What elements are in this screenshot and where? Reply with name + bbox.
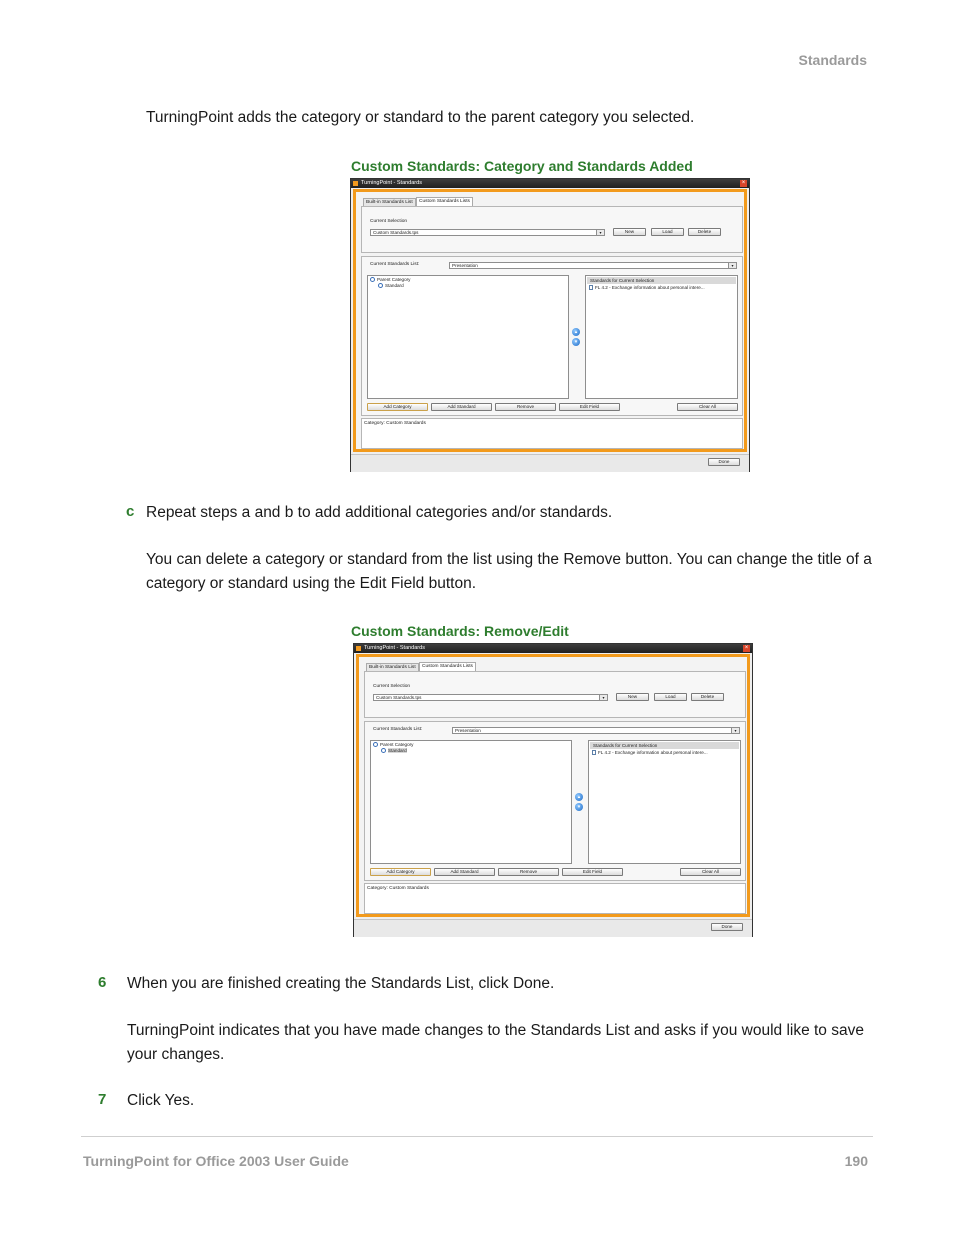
add-standard-button[interactable]: Add Standard	[434, 868, 495, 876]
move-up-icon[interactable]: ▴	[572, 328, 580, 336]
category-tree[interactable]	[370, 740, 572, 864]
move-down-icon[interactable]: ▾	[575, 803, 583, 811]
tree-item-label: Parent Category	[377, 277, 411, 282]
tab-custom-standards[interactable]: Custom Standards Lists	[416, 197, 473, 206]
dialog-title: TurningPoint - Standards	[361, 180, 422, 186]
standards-for-selection-list[interactable]	[585, 275, 738, 399]
current-selection-panel	[361, 206, 743, 253]
standard-icon	[381, 748, 386, 753]
list-item-label: FL 4.2 - Exchange information about personal intere...	[595, 285, 705, 290]
tab-builtin-standards[interactable]: Built-in Standards List	[363, 198, 416, 206]
list-item[interactable]	[589, 285, 705, 291]
standard-icon	[378, 283, 383, 288]
step-number-6: 6	[98, 974, 107, 991]
figure-caption-2: Custom Standards: Remove/Edit	[351, 623, 569, 639]
category-status-text: Category: Custom Standards	[364, 421, 426, 426]
document-icon	[589, 285, 593, 290]
list-item[interactable]	[592, 750, 708, 756]
category-tree[interactable]	[367, 275, 569, 399]
done-button[interactable]: Done	[711, 923, 743, 931]
running-header-section: Standards	[798, 52, 867, 68]
tree-item-standard[interactable]	[378, 283, 404, 289]
close-icon[interactable]: ×	[741, 180, 746, 186]
category-status-panel	[361, 418, 743, 449]
current-selection-label: Current Selection	[370, 219, 408, 224]
current-list-combo[interactable]	[449, 262, 737, 269]
new-button[interactable]: New	[616, 693, 649, 701]
delete-button[interactable]: Delete	[691, 693, 724, 701]
current-list-combo[interactable]	[452, 727, 740, 734]
footer-divider	[81, 1136, 873, 1137]
current-list-label: Current Standards List:	[370, 262, 420, 267]
footer-page-number: 190	[844, 1153, 868, 1169]
standards-list-panel	[361, 256, 743, 416]
app-logo-icon	[353, 181, 358, 186]
done-button[interactable]: Done	[708, 458, 740, 466]
standards-for-selection-list[interactable]	[588, 740, 741, 864]
tree-item-standard-selected[interactable]	[381, 748, 407, 754]
footer-guide-title: TurningPoint for Office 2003 User Guide	[83, 1153, 349, 1169]
tree-item-label: Parent Category	[380, 742, 414, 747]
add-category-button[interactable]: Add Category	[367, 403, 428, 411]
delete-button[interactable]: Delete	[688, 228, 721, 236]
category-status-text: Category: Custom Standards	[367, 886, 429, 891]
step-7-text: Click Yes.	[127, 1092, 195, 1109]
step-c-text: Repeat steps a and b to add additional categories and/or standards.	[146, 504, 613, 521]
dialog-title: TurningPoint - Standards	[364, 645, 425, 651]
remove-button[interactable]: Remove	[495, 403, 556, 411]
tab-builtin-standards[interactable]: Built-in Standards List	[366, 663, 419, 671]
dialog-titlebar	[351, 179, 749, 188]
step-6-text: When you are finished creating the Standards List, click Done.	[127, 975, 555, 992]
paragraph-remove-edit: You can delete a category or standard from the list using the Remove button. You can change the title of a category or standard using the Edit Field button.	[146, 551, 872, 592]
current-selection-panel	[364, 671, 746, 718]
current-list-label: Current Standards List:	[373, 727, 423, 732]
tree-item-label: Standard	[388, 748, 407, 753]
dialog-titlebar	[354, 644, 752, 653]
chevron-down-icon[interactable]: ▾	[731, 728, 739, 733]
remove-button[interactable]: Remove	[498, 868, 559, 876]
dialog-frame	[356, 654, 750, 917]
new-button[interactable]: New	[613, 228, 646, 236]
current-selection-value: Custom Standards.tps	[373, 230, 419, 235]
move-up-icon[interactable]: ▴	[575, 793, 583, 801]
standards-dialog-screenshot-1	[350, 178, 750, 472]
tab-custom-standards[interactable]: Custom Standards Lists	[419, 662, 476, 671]
category-icon	[370, 277, 375, 282]
paragraph-save-prompt: TurningPoint indicates that you have made changes to the Standards List and asks if you would like to save your changes.	[127, 1022, 864, 1063]
figure-caption-1: Custom Standards: Category and Standards Added	[351, 158, 693, 174]
clear-all-button[interactable]: Clear All	[677, 403, 738, 411]
list-header: Standards for Current Selection	[590, 742, 739, 749]
dialog-bottom-bar	[354, 919, 752, 937]
category-status-panel	[364, 883, 746, 914]
current-list-value: Presentation	[455, 728, 481, 733]
tree-item-label: Standard	[385, 283, 404, 288]
move-down-icon[interactable]: ▾	[572, 338, 580, 346]
load-button[interactable]: Load	[651, 228, 684, 236]
category-icon	[373, 742, 378, 747]
chevron-down-icon[interactable]: ▾	[596, 230, 604, 235]
standards-dialog-screenshot-2	[353, 643, 753, 937]
list-item-label: FL 4.2 - Exchange information about personal intere...	[598, 750, 708, 755]
step-number-7: 7	[98, 1091, 107, 1108]
add-standard-button[interactable]: Add Standard	[431, 403, 492, 411]
chevron-down-icon[interactable]: ▾	[599, 695, 607, 700]
clear-all-button[interactable]: Clear All	[680, 868, 741, 876]
edit-field-button[interactable]: Edit Field	[562, 868, 623, 876]
dialog-bottom-bar	[351, 454, 749, 472]
list-header: Standards for Current Selection	[587, 277, 736, 284]
standards-list-panel	[364, 721, 746, 881]
current-selection-combo[interactable]	[370, 229, 605, 236]
step-letter-c: c	[126, 503, 135, 520]
document-icon	[592, 750, 596, 755]
add-category-button[interactable]: Add Category	[370, 868, 431, 876]
current-selection-label: Current Selection	[373, 684, 411, 689]
close-icon[interactable]: ×	[744, 645, 749, 651]
current-list-value: Presentation	[452, 263, 478, 268]
chevron-down-icon[interactable]: ▾	[728, 263, 736, 268]
edit-field-button[interactable]: Edit Field	[559, 403, 620, 411]
current-selection-combo[interactable]	[373, 694, 608, 701]
app-logo-icon	[356, 646, 361, 651]
current-selection-value: Custom Standards.tps	[376, 695, 422, 700]
paragraph-result: TurningPoint adds the category or standard to the parent category you selected.	[146, 109, 695, 126]
load-button[interactable]: Load	[654, 693, 687, 701]
dialog-frame	[353, 189, 747, 452]
